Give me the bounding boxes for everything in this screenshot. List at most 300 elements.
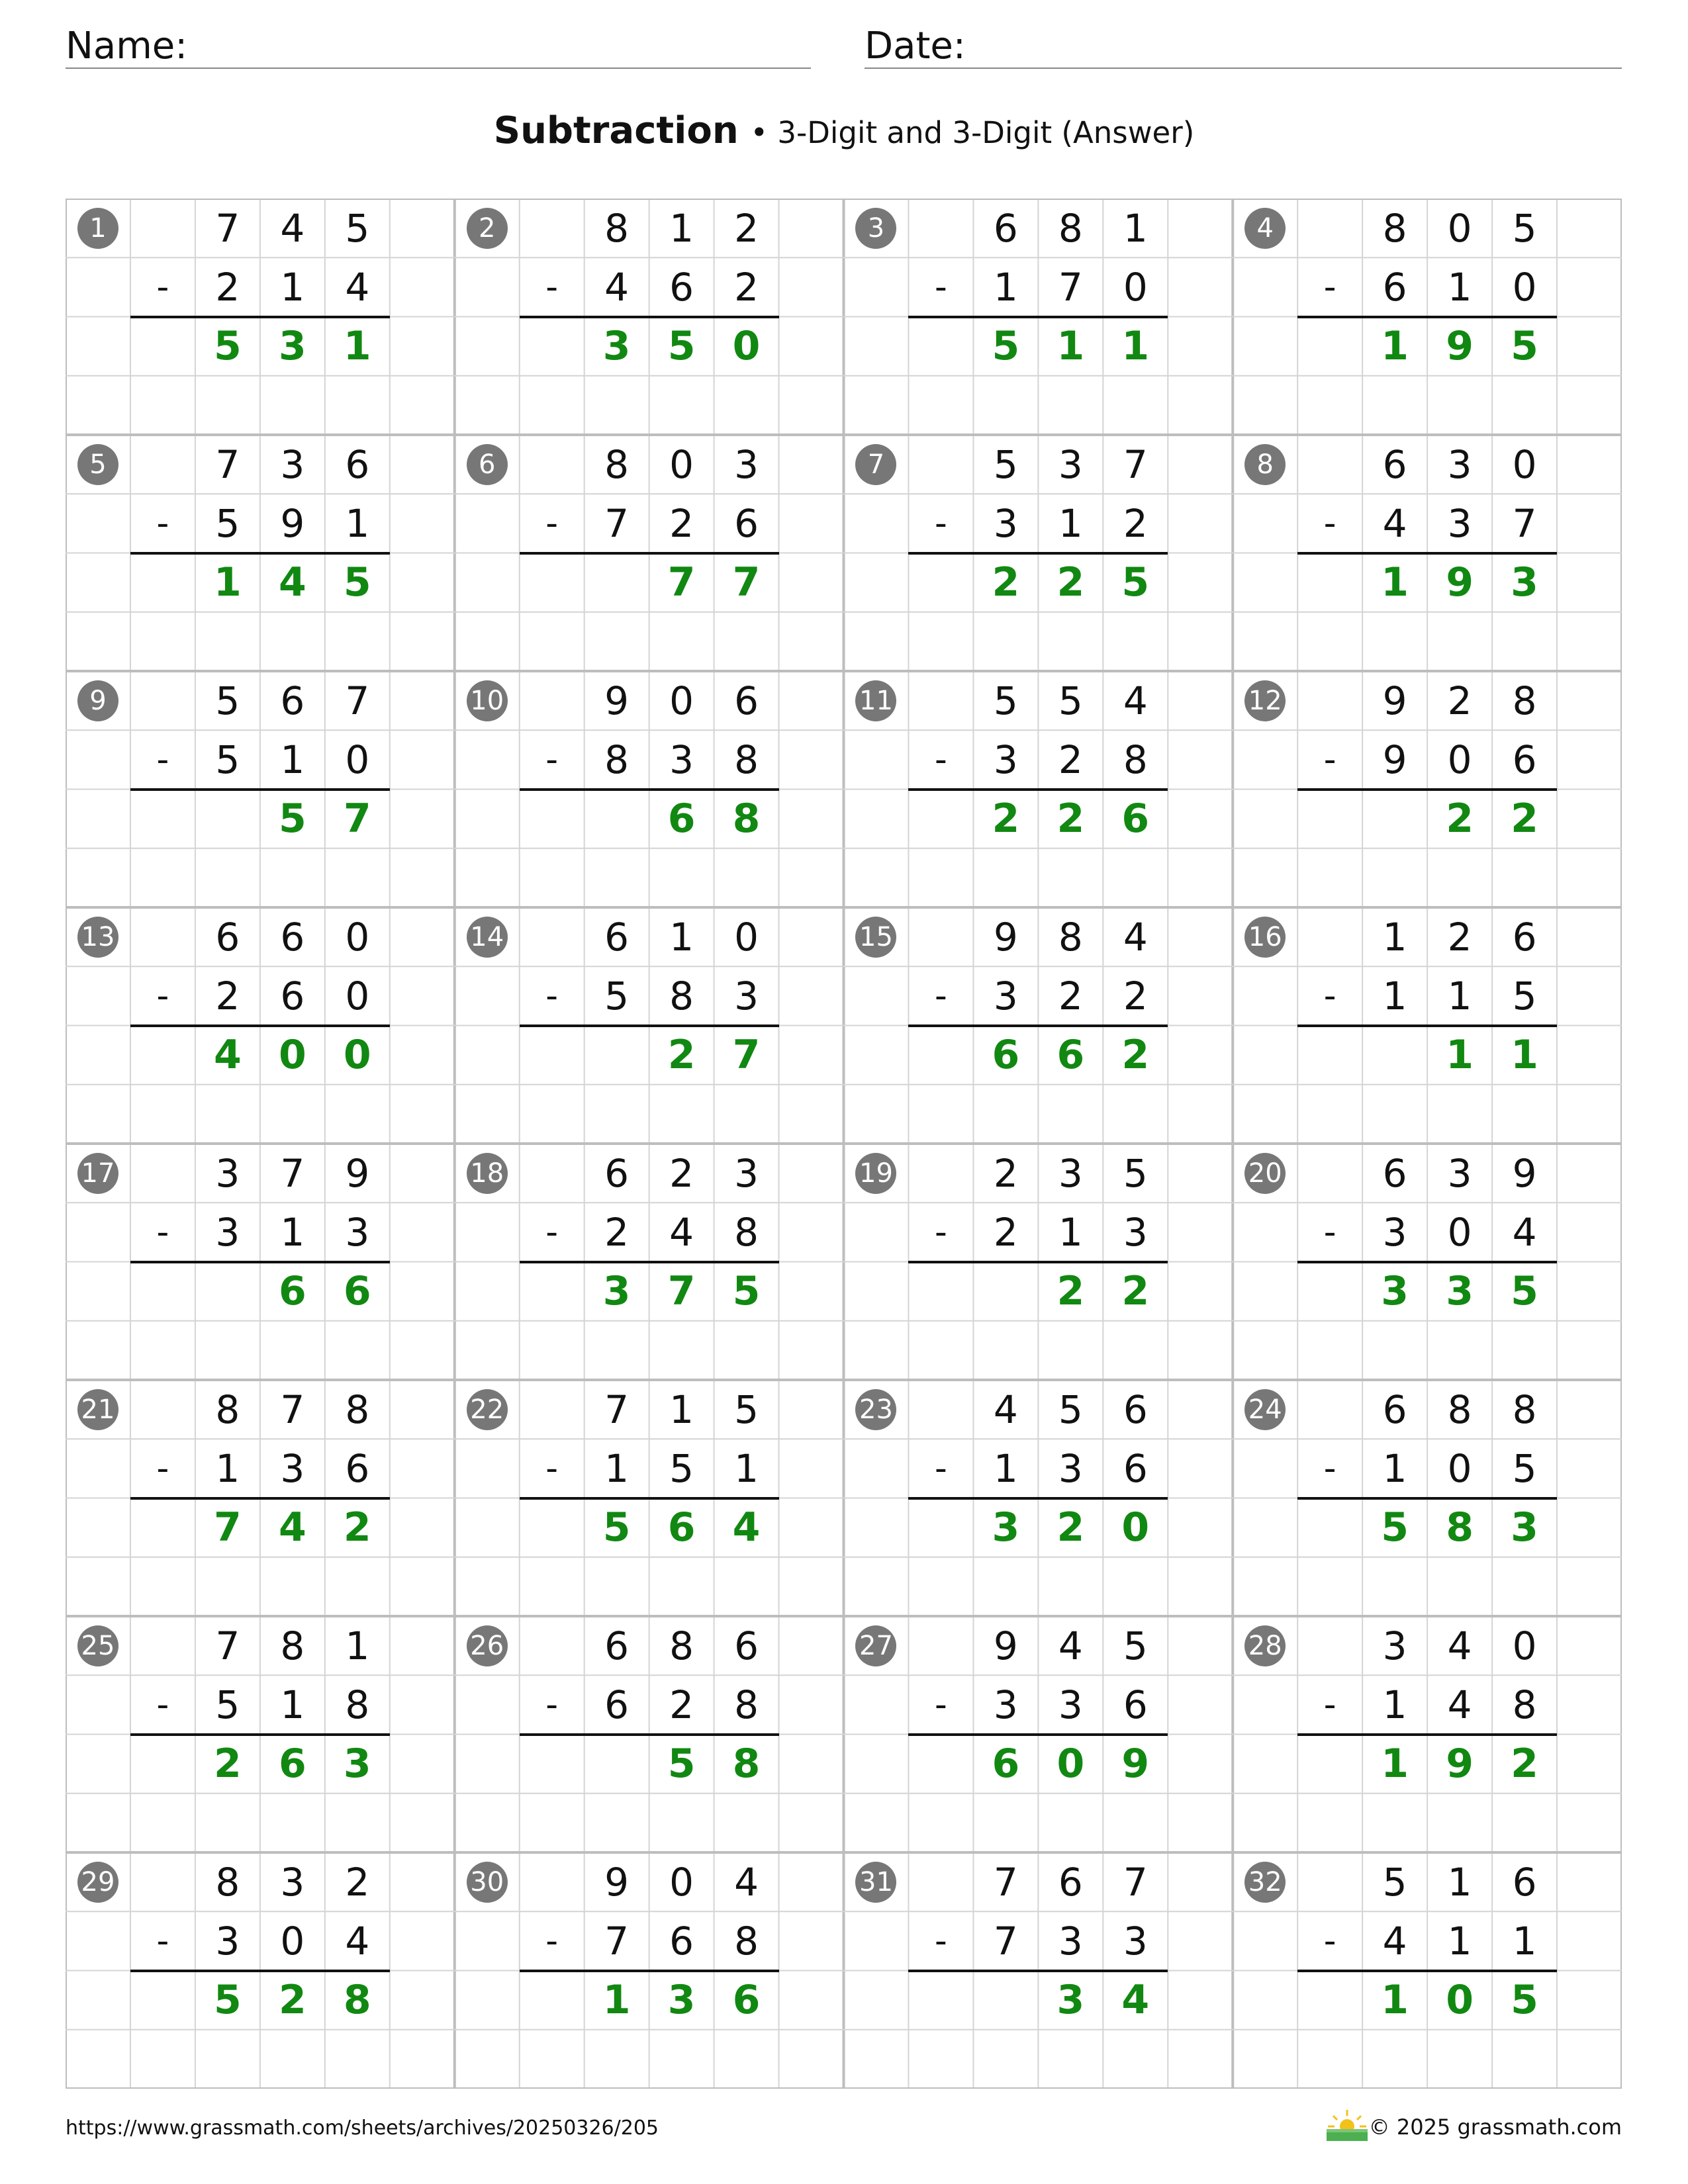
subtrahend-digit: 6 — [280, 973, 305, 1019]
answer-digit: 9 — [1121, 1741, 1150, 1788]
minus-sign: - — [935, 1448, 947, 1488]
answer-rule — [908, 788, 1168, 791]
answer-rule — [908, 1733, 1168, 1736]
minus-sign: - — [935, 267, 947, 307]
minuend-digit: 6 — [1382, 441, 1407, 487]
answer-rule — [1297, 1261, 1557, 1263]
subtrahend-digit: 3 — [1123, 1209, 1148, 1255]
minuend-digit: 0 — [669, 1859, 694, 1905]
answer-rule — [908, 1024, 1168, 1027]
subtrahend-digit: 1 — [280, 1209, 305, 1255]
subtrahend-digit: 3 — [280, 1445, 305, 1491]
subtrahend-digit: 2 — [215, 264, 240, 310]
answer-digit: 1 — [1381, 323, 1409, 370]
answer-digit: 5 — [1511, 323, 1538, 370]
subtrahend-digit: 8 — [734, 1682, 759, 1727]
minuend-digit: 7 — [604, 1387, 630, 1432]
minuend-digit: 8 — [604, 205, 630, 251]
answer-digit: 6 — [278, 1268, 306, 1315]
answer-digit: 2 — [1511, 1741, 1538, 1788]
minuend-digit: 7 — [215, 1623, 240, 1668]
answer-rule — [1297, 1970, 1557, 1972]
subtrahend-digit: 1 — [1447, 1918, 1472, 1964]
subtrahend-digit: 0 — [1447, 1209, 1472, 1255]
answer-digit: 3 — [1511, 559, 1538, 606]
subtrahend-digit: 6 — [1382, 264, 1407, 310]
subtrahend-digit: 0 — [1512, 264, 1537, 310]
answer-rule — [908, 1970, 1168, 1972]
minuend-digit: 6 — [280, 678, 305, 723]
minuend-digit: 8 — [1382, 205, 1407, 251]
minuend-digit: 7 — [280, 1387, 305, 1432]
minuend-digit: 5 — [1123, 1623, 1148, 1668]
subtrahend-digit: 7 — [1058, 264, 1083, 310]
subtrahend-digit: 1 — [1058, 1209, 1083, 1255]
subtrahend-digit: 1 — [1382, 973, 1407, 1019]
answer-rule — [130, 316, 390, 318]
minuend-digit: 1 — [1382, 914, 1407, 960]
subtrahend-digit: 3 — [1447, 500, 1472, 546]
answer-rule — [520, 1261, 779, 1263]
minuend-digit: 5 — [1123, 1150, 1148, 1196]
subtrahend-digit: 1 — [1447, 264, 1472, 310]
answer-digit: 3 — [602, 323, 631, 370]
minuend-digit: 4 — [734, 1859, 759, 1905]
footer-copyright: © 2025 grassmath.com — [1368, 2115, 1622, 2140]
answer-digit: 4 — [732, 1504, 761, 1551]
answer-digit: 1 — [602, 1977, 631, 2024]
answer-digit: 0 — [1121, 1504, 1150, 1551]
minuend-digit: 4 — [1123, 678, 1148, 723]
minuend-digit: 0 — [1512, 1623, 1537, 1668]
subtrahend-digit: 3 — [734, 973, 759, 1019]
problem-number-badge: 25 — [77, 1625, 118, 1666]
subtrahend-digit: 3 — [993, 1682, 1018, 1727]
minuend-digit: 4 — [993, 1387, 1018, 1432]
minuend-digit: 0 — [669, 441, 694, 487]
answer-digit: 5 — [667, 323, 696, 370]
subtrahend-digit: 1 — [215, 1445, 240, 1491]
minus-sign: - — [1323, 1684, 1336, 1725]
subtrahend-digit: 1 — [1382, 1682, 1407, 1727]
minuend-digit: 3 — [734, 441, 759, 487]
minuend-digit: 3 — [1058, 1150, 1083, 1196]
answer-digit: 5 — [214, 1977, 242, 2024]
answer-digit: 8 — [732, 1741, 761, 1788]
problem-number-badge: 26 — [467, 1625, 508, 1666]
answer-digit: 7 — [732, 1032, 761, 1079]
answer-digit: 1 — [1446, 1032, 1474, 1079]
subtrahend-digit: 2 — [215, 973, 240, 1019]
minus-sign: - — [1323, 267, 1336, 307]
answer-digit: 4 — [1121, 1977, 1150, 2024]
subtrahend-digit: 2 — [1058, 737, 1083, 782]
minus-sign: - — [935, 739, 947, 780]
answer-digit: 2 — [667, 1032, 696, 1079]
minus-sign: - — [545, 1212, 559, 1252]
subtrahend-digit: 1 — [280, 1682, 305, 1727]
minuend-digit: 7 — [345, 678, 370, 723]
answer-digit: 0 — [1446, 1977, 1474, 2024]
minuend-digit: 7 — [1123, 1859, 1148, 1905]
subtrahend-digit: 2 — [604, 1209, 630, 1255]
minuend-digit: 6 — [734, 678, 759, 723]
answer-digit: 6 — [1121, 796, 1150, 842]
answer-digit: 2 — [1446, 796, 1474, 842]
problem-number-badge: 14 — [467, 917, 508, 958]
answer-digit: 3 — [602, 1268, 631, 1315]
subtrahend-digit: 9 — [280, 500, 305, 546]
answer-digit: 5 — [278, 796, 306, 842]
minus-sign: - — [545, 503, 559, 543]
subtrahend-digit: 8 — [604, 737, 630, 782]
minuend-digit: 0 — [669, 678, 694, 723]
answer-digit: 5 — [992, 323, 1020, 370]
minuend-digit: 3 — [215, 1150, 240, 1196]
subtrahend-digit: 8 — [1512, 1682, 1537, 1727]
answer-digit: 1 — [343, 323, 371, 370]
minuend-digit: 6 — [1123, 1387, 1148, 1432]
minuend-digit: 2 — [669, 1150, 694, 1196]
name-line[interactable] — [66, 68, 811, 69]
name-label: Name: — [66, 24, 188, 68]
minuend-digit: 5 — [993, 678, 1018, 723]
answer-digit: 7 — [732, 559, 761, 606]
answer-digit: 2 — [343, 1504, 371, 1551]
answer-digit: 1 — [214, 559, 242, 606]
minuend-digit: 6 — [1382, 1387, 1407, 1432]
answer-rule — [1297, 1497, 1557, 1500]
subtrahend-digit: 8 — [345, 1682, 370, 1727]
problem-number-badge: 7 — [855, 444, 896, 485]
answer-digit: 2 — [214, 1741, 242, 1788]
answer-digit: 9 — [1446, 323, 1474, 370]
answer-digit: 2 — [992, 796, 1020, 842]
answer-digit: 0 — [1056, 1741, 1085, 1788]
problem-number-badge: 13 — [77, 917, 118, 958]
problem-number-badge: 28 — [1244, 1625, 1286, 1666]
answer-rule — [908, 1497, 1168, 1500]
subtrahend-digit: 4 — [1447, 1682, 1472, 1727]
subtrahend-digit: 1 — [993, 264, 1018, 310]
minuend-digit: 3 — [280, 441, 305, 487]
subtrahend-digit: 3 — [215, 1918, 240, 1964]
minus-sign: - — [545, 1448, 559, 1488]
minuend-digit: 9 — [604, 1859, 630, 1905]
problem-number-badge: 18 — [467, 1153, 508, 1194]
minus-sign: - — [1323, 739, 1336, 780]
answer-digit: 1 — [1381, 1977, 1409, 2024]
problem-number-badge: 23 — [855, 1389, 896, 1430]
minuend-digit: 9 — [345, 1150, 370, 1196]
answer-digit: 3 — [1056, 1977, 1085, 2024]
minuend-digit: 6 — [993, 205, 1018, 251]
title-main: Subtraction — [493, 109, 739, 152]
minuend-digit: 3 — [1382, 1623, 1407, 1668]
minus-sign: - — [156, 267, 169, 307]
minuend-digit: 2 — [734, 205, 759, 251]
problem-number-badge: 5 — [77, 444, 118, 485]
subtrahend-digit: 2 — [1123, 973, 1148, 1019]
problem-number-badge: 9 — [77, 680, 118, 721]
minuend-digit: 3 — [1058, 441, 1083, 487]
subtrahend-digit: 7 — [1512, 500, 1537, 546]
subtrahend-digit: 1 — [604, 1445, 630, 1491]
minuend-digit: 8 — [1512, 1387, 1537, 1432]
answer-digit: 5 — [667, 1741, 696, 1788]
minus-sign: - — [156, 976, 169, 1016]
minus-sign: - — [545, 739, 559, 780]
subtrahend-digit: 5 — [1512, 1445, 1537, 1491]
problem-number-badge: 16 — [1244, 917, 1286, 958]
subtrahend-digit: 5 — [669, 1445, 694, 1491]
minus-sign: - — [935, 976, 947, 1016]
minuend-digit: 9 — [993, 1623, 1018, 1668]
subtrahend-digit: 1 — [280, 737, 305, 782]
minuend-digit: 7 — [280, 1150, 305, 1196]
subtrahend-digit: 2 — [669, 500, 694, 546]
subtrahend-digit: 8 — [734, 737, 759, 782]
subtrahend-digit: 6 — [604, 1682, 630, 1727]
minuend-digit: 6 — [280, 914, 305, 960]
minuend-digit: 8 — [1512, 678, 1537, 723]
answer-digit: 5 — [1121, 559, 1150, 606]
subtrahend-digit: 3 — [345, 1209, 370, 1255]
answer-digit: 8 — [343, 1977, 371, 2024]
answer-digit: 6 — [992, 1032, 1020, 1079]
subtrahend-digit: 1 — [1447, 973, 1472, 1019]
answer-digit: 6 — [278, 1741, 306, 1788]
subtrahend-digit: 4 — [1382, 1918, 1407, 1964]
minuend-digit: 0 — [734, 914, 759, 960]
answer-digit: 2 — [1121, 1032, 1150, 1079]
title-sub: • 3-Digit and 3-Digit (Answer) — [750, 115, 1195, 150]
answer-digit: 7 — [343, 796, 371, 842]
subtrahend-digit: 3 — [993, 973, 1018, 1019]
minuend-digit: 9 — [1382, 678, 1407, 723]
subtrahend-digit: 6 — [1123, 1682, 1148, 1727]
answer-digit: 0 — [278, 1032, 306, 1079]
subtrahend-digit: 3 — [993, 737, 1018, 782]
minus-sign: - — [935, 1921, 947, 1961]
answer-digit: 3 — [992, 1504, 1020, 1551]
subtrahend-digit: 3 — [993, 500, 1018, 546]
subtrahend-digit: 2 — [1123, 500, 1148, 546]
subtrahend-digit: 1 — [280, 264, 305, 310]
minus-sign: - — [935, 1684, 947, 1725]
answer-digit: 4 — [278, 559, 306, 606]
answer-digit: 5 — [602, 1504, 631, 1551]
minuend-digit: 2 — [1447, 914, 1472, 960]
minuend-digit: 5 — [345, 205, 370, 251]
subtrahend-digit: 0 — [280, 1918, 305, 1964]
minuend-digit: 9 — [604, 678, 630, 723]
minuend-digit: 3 — [1447, 1150, 1472, 1196]
minuend-digit: 1 — [1447, 1859, 1472, 1905]
minuend-digit: 1 — [1123, 205, 1148, 251]
worksheet-grid — [66, 199, 1622, 2089]
answer-digit: 1 — [1511, 1032, 1538, 1079]
subtrahend-digit: 4 — [669, 1209, 694, 1255]
minuend-digit: 8 — [280, 1623, 305, 1668]
minuend-digit: 8 — [669, 1623, 694, 1668]
answer-digit: 2 — [1056, 559, 1085, 606]
subtrahend-digit: 3 — [1123, 1918, 1148, 1964]
minus-sign: - — [156, 1921, 169, 1961]
subtrahend-digit: 6 — [345, 1445, 370, 1491]
minus-sign: - — [156, 1684, 169, 1725]
minuend-digit: 9 — [993, 914, 1018, 960]
minus-sign: - — [545, 267, 559, 307]
problem-number-badge: 27 — [855, 1625, 896, 1666]
problem-number-badge: 17 — [77, 1153, 118, 1194]
subtrahend-digit: 1 — [1382, 1445, 1407, 1491]
subtrahend-digit: 7 — [993, 1918, 1018, 1964]
minuend-digit: 1 — [669, 914, 694, 960]
problem-number-badge: 31 — [855, 1862, 896, 1903]
minuend-digit: 8 — [1058, 205, 1083, 251]
minus-sign: - — [545, 1684, 559, 1725]
subtrahend-digit: 3 — [1058, 1445, 1083, 1491]
minus-sign: - — [935, 503, 947, 543]
minuend-digit: 7 — [1123, 441, 1148, 487]
date-line[interactable] — [865, 68, 1622, 69]
problem-number-badge: 15 — [855, 917, 896, 958]
subtrahend-digit: 2 — [993, 1209, 1018, 1255]
minus-sign: - — [1323, 503, 1336, 543]
minuend-digit: 6 — [1058, 1859, 1083, 1905]
minuend-digit: 4 — [1123, 914, 1148, 960]
minuend-digit: 6 — [604, 914, 630, 960]
problem-number-badge: 20 — [1244, 1153, 1286, 1194]
minuend-digit: 1 — [669, 1387, 694, 1432]
answer-digit: 5 — [214, 323, 242, 370]
answer-digit: 5 — [1511, 1268, 1538, 1315]
answer-digit: 3 — [667, 1977, 696, 2024]
minuend-digit: 9 — [1512, 1150, 1537, 1196]
answer-digit: 3 — [278, 323, 306, 370]
subtrahend-digit: 9 — [1382, 737, 1407, 782]
minuend-digit: 8 — [345, 1387, 370, 1432]
problem-number-badge: 6 — [467, 444, 508, 485]
minuend-digit: 0 — [1512, 441, 1537, 487]
minuend-digit: 8 — [215, 1859, 240, 1905]
subtrahend-digit: 6 — [1512, 737, 1537, 782]
minuend-digit: 4 — [1058, 1623, 1083, 1668]
problem-number-badge: 12 — [1244, 680, 1286, 721]
answer-digit: 8 — [1446, 1504, 1474, 1551]
page-title — [0, 105, 1688, 159]
subtrahend-digit: 8 — [1123, 737, 1148, 782]
subtrahend-digit: 3 — [669, 737, 694, 782]
subtrahend-digit: 5 — [1512, 973, 1537, 1019]
answer-digit: 6 — [732, 1977, 761, 2024]
problem-number-badge: 21 — [77, 1389, 118, 1430]
answer-rule — [908, 316, 1168, 318]
minuend-digit: 3 — [1447, 441, 1472, 487]
problem-number-badge: 22 — [467, 1389, 508, 1430]
minuend-digit: 6 — [215, 914, 240, 960]
answer-rule — [520, 552, 779, 555]
problem-number-badge: 29 — [77, 1862, 118, 1903]
subtrahend-digit: 3 — [1058, 1682, 1083, 1727]
date-label: Date: — [865, 24, 966, 68]
answer-digit: 0 — [732, 323, 761, 370]
answer-rule — [130, 1733, 390, 1736]
answer-digit: 5 — [343, 559, 371, 606]
minuend-digit: 5 — [215, 678, 240, 723]
answer-rule — [1297, 316, 1557, 318]
minuend-digit: 6 — [1512, 914, 1537, 960]
answer-rule — [1297, 1733, 1557, 1736]
answer-digit: 2 — [1056, 1504, 1085, 1551]
minuend-digit: 8 — [1058, 914, 1083, 960]
answer-digit: 5 — [732, 1268, 761, 1315]
subtrahend-digit: 6 — [669, 264, 694, 310]
minuend-digit: 5 — [1058, 678, 1083, 723]
subtrahend-digit: 2 — [669, 1682, 694, 1727]
minuend-digit: 7 — [215, 441, 240, 487]
answer-digit: 2 — [1121, 1268, 1150, 1315]
answer-digit: 9 — [1446, 559, 1474, 606]
minuend-digit: 6 — [1512, 1859, 1537, 1905]
subtrahend-digit: 0 — [1447, 737, 1472, 782]
grass-sun-logo-icon — [1324, 2107, 1370, 2143]
minuend-digit: 5 — [734, 1387, 759, 1432]
minus-sign: - — [545, 1921, 559, 1961]
answer-rule — [520, 316, 779, 318]
minuend-digit: 2 — [345, 1859, 370, 1905]
subtrahend-digit: 7 — [604, 1918, 630, 1964]
subtrahend-digit: 1 — [345, 500, 370, 546]
answer-digit: 3 — [1511, 1504, 1538, 1551]
answer-rule — [520, 1970, 779, 1972]
answer-digit: 3 — [1381, 1268, 1409, 1315]
minus-sign: - — [156, 503, 169, 543]
minuend-digit: 2 — [993, 1150, 1018, 1196]
subtrahend-digit: 0 — [1447, 1445, 1472, 1491]
answer-digit: 7 — [667, 1268, 696, 1315]
answer-digit: 5 — [1381, 1504, 1409, 1551]
answer-rule — [130, 788, 390, 791]
answer-digit: 3 — [1446, 1268, 1474, 1315]
answer-digit: 6 — [1056, 1032, 1085, 1079]
answer-rule — [520, 788, 779, 791]
subtrahend-digit: 5 — [215, 500, 240, 546]
minuend-digit: 1 — [669, 205, 694, 251]
subtrahend-digit: 5 — [215, 737, 240, 782]
subtrahend-digit: 5 — [604, 973, 630, 1019]
answer-digit: 5 — [1511, 1977, 1538, 2024]
subtrahend-digit: 2 — [1058, 973, 1083, 1019]
subtrahend-digit: 4 — [1512, 1209, 1537, 1255]
problem-number-badge: 32 — [1244, 1862, 1286, 1903]
subtrahend-digit: 3 — [1058, 1918, 1083, 1964]
subtrahend-digit: 6 — [734, 500, 759, 546]
minuend-digit: 6 — [345, 441, 370, 487]
minuend-digit: 7 — [215, 205, 240, 251]
answer-digit: 1 — [1056, 323, 1085, 370]
answer-digit: 7 — [214, 1504, 242, 1551]
subtrahend-digit: 0 — [345, 737, 370, 782]
minus-sign: - — [156, 1212, 169, 1252]
minuend-digit: 1 — [345, 1623, 370, 1668]
problem-number-badge: 19 — [855, 1153, 896, 1194]
subtrahend-digit: 7 — [604, 500, 630, 546]
answer-rule — [520, 1024, 779, 1027]
answer-rule — [908, 1261, 1168, 1263]
subtrahend-digit: 8 — [734, 1918, 759, 1964]
